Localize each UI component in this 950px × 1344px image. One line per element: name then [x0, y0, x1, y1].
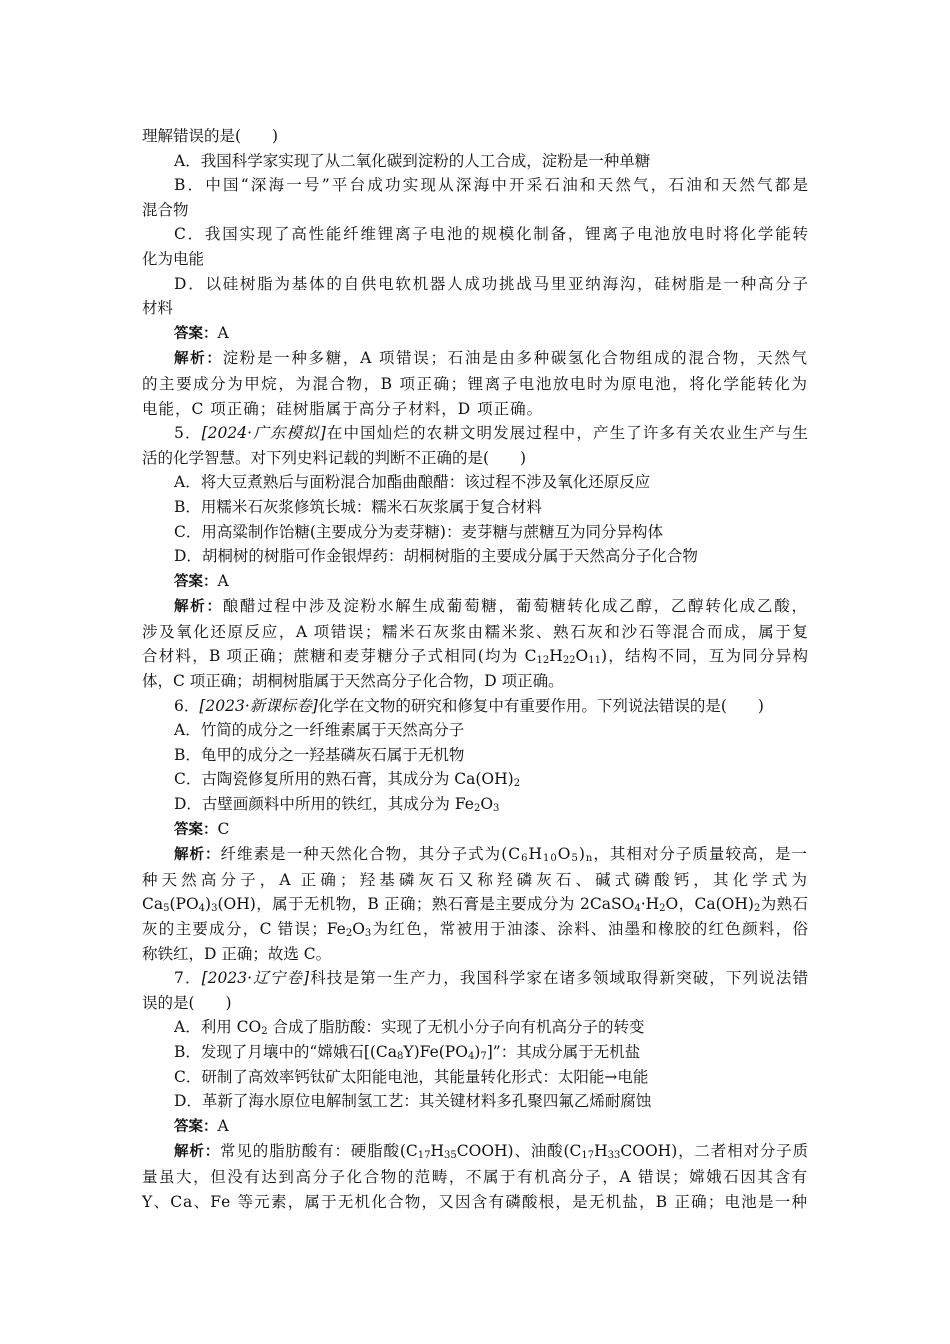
q7-stem-line2: 误的是( )	[142, 993, 232, 1012]
answer-label: 答案：	[174, 325, 218, 342]
analysis-label: 解析：	[174, 1144, 221, 1161]
q4-option-a: A．我国科学家实现了从二氧化碳到淀粉的人工合成，淀粉是一种单糖	[174, 151, 651, 170]
q4-option-b-line1: B．中国“深海一号”平台成功实现从深海中开采石油和天然气，石油和天然气都是	[174, 176, 808, 195]
q7-answer	[142, 1114, 808, 1140]
q6-answer	[142, 817, 808, 843]
q4-option-c-line1: C．我国实现了高性能纤维锂离子电池的规模化制备，锂离子电池放电时将化学能转	[174, 225, 808, 244]
answer-value: A	[217, 323, 229, 342]
answer-label: 答案：	[174, 1118, 218, 1135]
q4-analysis-line2: 的主要成分为甲烷，为混合物，B 项正确；锂离子电池放电时为原电池，将化学能转化为	[142, 374, 808, 393]
q7-option-a: A．利用 $CO_2$ 合成了脂肪酸：实现了无机小分子向有机高分子的转变	[174, 1018, 645, 1038]
q4-option-d-line2: 材料	[142, 299, 174, 318]
q6-option-b: B．龟甲的成分之一羟基磷灰石属于无机物	[174, 745, 465, 764]
q4-analysis-line1: 解析：淀粉是一种多糖，A 项错误；石油是由多种碳氢化合物组成的混合物，天然气	[174, 349, 809, 368]
q5-stem-line2: 活的化学智慧。对下列史料记载的判断不正确的是( )	[142, 448, 527, 467]
q4-option-b-line2: 混合物	[142, 200, 189, 219]
q6-option-d: D．古壁画颜料中所用的铁红，其成分为 $Fe_2O_3$	[174, 795, 500, 815]
q6-option-c: C．古陶瓷修复所用的熟石膏，其成分为 $Ca(OH)_2$	[174, 770, 521, 790]
q5-option-c: C．用高粱制作饴糖(主要成分为麦芽糖)：麦芽糖与蔗糖互为同分异构体	[174, 522, 663, 541]
q6-analysis-line4: 灰的主要成分，C 错误；$Fe_2O_3$为红色，常被用于油漆、涂料、油墨和橡胶的红色颜料，俗	[142, 920, 808, 939]
q7-analysis-line3: Y、Ca、Fe 等元素，属于无机化合物，又因含有磷酸根，是无机盐，B 正确；电池是一种	[142, 1192, 808, 1211]
q6-stem: 6．[2023·新课标卷]化学在文物的研究和修复中有重要作用。下列说法错误的是( )	[174, 696, 764, 715]
q4-stem-tail: 理解错误的是( )	[142, 127, 279, 145]
answer-label: 答案：	[174, 821, 218, 838]
q5-option-d: D．胡桐树的树脂可作金银焊药：胡桐树脂的主要成分属于天然高分子化合物	[174, 547, 698, 566]
q4-answer	[142, 321, 808, 347]
q5-analysis-line2: 涉及氧化还原反应，A 项错误；糯米石灰浆由糯米浆、熟石灰和沙石等混合而成，属于复	[142, 622, 808, 641]
q6-analysis-line3: $Ca_5(PO_4)_3(OH)$，属于无机物，B 正确；熟石膏是主要成分为 $2CaSO_4\cdot H_2O$，$Ca(OH)_2$为熟石	[142, 895, 808, 915]
q6-analysis-line5: 称铁红，D 正确；故选 C。	[142, 944, 332, 963]
q7-source: [2023·辽宁卷]	[201, 969, 310, 988]
answer-value: C	[217, 819, 230, 838]
analysis-label: 解析：	[174, 599, 223, 616]
q5-source: [2024·广东模拟]	[201, 424, 326, 443]
q7-analysis-line2: 量虽大，但没有达到高分子化合物的范畴，不属于有机高分子，A 错误；嫦娥石因其含有	[142, 1167, 808, 1186]
q5-analysis-line1: 解析：酿醋过程中涉及淀粉水解生成葡萄糖，葡萄糖转化成乙醇，乙醇转化成乙酸，	[174, 597, 808, 616]
q6-analysis-line2: 种天然高分子，A 正确；羟基磷灰石又称羟磷灰石、碱式磷酸钙，其化学式为	[142, 870, 808, 889]
q5-stem-line1: 5．[2024·广东模拟]在中国灿烂的农耕文明发展过程中，产生了许多有关农业生产与生	[174, 424, 808, 443]
q5-analysis-line3: 合材料，B 项正确；蔗糖和麦芽糖分子式相同(均为 $C_{12}H_{22}O_{11}$)，结构不同，互为同分异构	[142, 647, 808, 667]
answer-value: A	[217, 1116, 229, 1135]
q7-option-d: D．革新了海水原位电解制氢工艺：其关键材料多孔聚四氟乙烯耐腐蚀	[174, 1092, 652, 1111]
q7-stem-line1: 7．[2023·辽宁卷]科技是第一生产力，我国科学家在诸多领域取得新突破，下列说法错	[174, 969, 808, 988]
q4-option-c-line2: 化为电能	[142, 249, 205, 268]
q5-option-b: B．用糯米石灰浆修筑长城：糯米石灰浆属于复合材料	[174, 497, 542, 516]
q4-option-d-line1: D．以硅树脂为基体的自供电软机器人成功挑战马里亚纳海沟，硅树脂是一种高分子	[174, 274, 808, 293]
q6-analysis-line1: 解析：纤维素是一种天然化合物，其分子式为$(C_6H_{10}O_5)_n$，其相对分子质量较高，是一	[174, 845, 808, 865]
q4-analysis-line3: 电能，C 项正确；硅树脂属于高分子材料，D 项正确。	[142, 399, 544, 418]
answer-label: 答案：	[174, 573, 218, 590]
q7-analysis-line1: 解析：常见的脂肪酸有：硬脂酸$(C_{17}H_{35}COOH)$、油酸$(C_{17}H_{33}COOH)$，二者相对分子质	[174, 1142, 809, 1162]
q6-source: [2023·新课标卷]	[199, 696, 318, 715]
document-page	[142, 124, 808, 1214]
q7-option-b: B．发现了月壤中的“嫦娥石$[(Ca_8Y)Fe(PO_4)_7]$”：其成分属于无机盐	[174, 1042, 641, 1062]
q5-analysis-line4: 体，C 项正确；胡桐树脂属于天然高分子化合物，D 项正确。	[142, 672, 564, 691]
q5-answer	[142, 569, 808, 595]
q6-option-a: A．竹简的成分之一纤维素属于天然高分子	[174, 721, 465, 740]
q7-option-c: C．研制了高效率钙钛矿太阳能电池，其能量转化形式：太阳能→电能	[174, 1067, 649, 1086]
q5-option-a: A．将大豆煮熟后与面粉混合加酯曲酿醋：该过程不涉及氧化还原反应	[174, 473, 651, 492]
analysis-label: 解析：	[174, 847, 221, 864]
analysis-label: 解析：	[174, 351, 223, 368]
answer-value: A	[217, 571, 229, 590]
